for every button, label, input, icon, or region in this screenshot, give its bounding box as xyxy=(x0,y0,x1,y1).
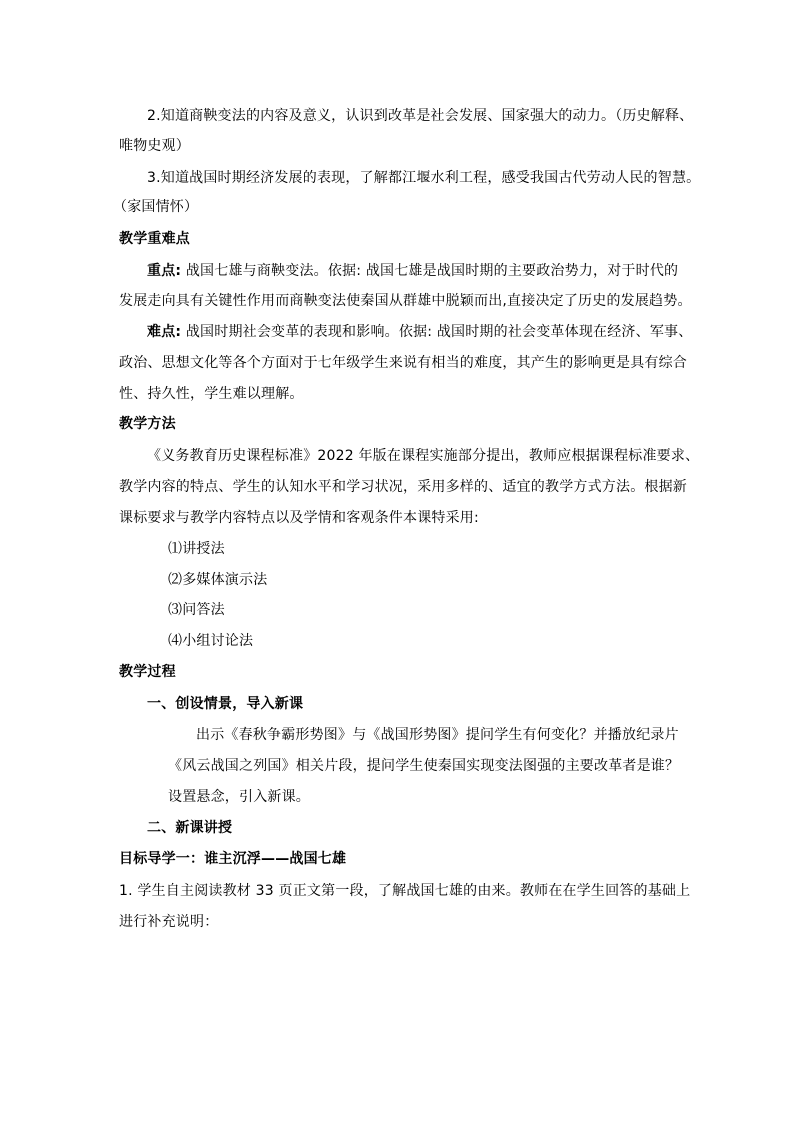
heading-teaching-process: 教学过程 xyxy=(119,664,176,680)
key-point-line-2: 发展走向具有关键性作用而商鞅变法使秦国从群雄中脱颖而出,直接决定了历史的发展趋势。 xyxy=(119,293,692,309)
heading-key-difficult-points: 教学重难点 xyxy=(119,231,190,247)
paragraph-1-line-2: 进行补充说明： xyxy=(119,914,219,930)
section-1-line-2: 《风云战国之列国》相关片段，提问学生使秦国实现变法图强的主要改革者是谁？ xyxy=(168,758,680,774)
goal-2-line-1: 2.知道商鞅变法的内容及意义，认识到改革是社会发展、国家强大的动力。（历史解释、 xyxy=(147,108,694,124)
heading-teaching-methods: 教学方法 xyxy=(119,416,176,432)
goal-2-line-2: 唯物史观） xyxy=(119,138,190,154)
goal-3-line-2: （家国情怀） xyxy=(113,199,199,215)
difficult-point-label: 难点: xyxy=(147,324,182,340)
methods-line-1: 《义务教育历史课程标准》2022 年版在课程实施部分提出，教师应根据课程标准要求、 xyxy=(147,448,700,464)
difficult-point-line-1 xyxy=(147,322,692,342)
goal-lead-heading: 目标导学一：谁主沉浮——战国七雄 xyxy=(119,851,347,867)
method-item-3: ⑶问答法 xyxy=(168,602,225,618)
difficult-point-line-2: 政治、思想文化等各个方面对于七年级学生来说有相当的难度，其产生的影响更是具有综合 xyxy=(119,355,687,371)
goal-3-line-1: 3.知道战国时期经济发展的表现，了解都江堰水利工程，感受我国古代劳动人民的智慧。 xyxy=(147,170,701,186)
paragraph-1-line-1: 1. 学生自主阅读教材 33 页正文第一段，了解战国七雄的由来。教师在在学生回答的基础上 xyxy=(119,883,691,899)
key-point-line-1 xyxy=(147,261,678,281)
methods-line-2: 教学内容的特点、学生的认知水平和学习状况，采用多样的、适宜的教学方式方法。根据新 xyxy=(119,479,687,495)
difficult-point-text: 战国时期社会变革的表现和影响。依据: 战国时期的社会变革体现在经济、军事、 xyxy=(181,324,693,340)
key-point-text: 战国七雄与商鞅变法。依据: 战国七雄是战国时期的主要政治势力，对于时代的 xyxy=(181,263,679,279)
key-point-label: 重点: xyxy=(147,263,182,279)
method-item-4: ⑷小组讨论法 xyxy=(168,633,254,649)
methods-line-3: 课标要求与教学内容特点以及学情和客观条件本课特采用: xyxy=(119,510,479,526)
difficult-point-line-3: 性、持久性，学生难以理解。 xyxy=(119,386,304,402)
section-2-title: 二、新课讲授 xyxy=(147,820,233,836)
section-1-line-3: 设置悬念，引入新课。 xyxy=(168,789,310,805)
section-1-title: 一、创设情景，导入新课 xyxy=(147,696,304,712)
section-1-line-1: 出示《春秋争霸形势图》与《战国形势图》提问学生有何变化？并播放纪录片 xyxy=(196,727,679,743)
method-item-1: ⑴讲授法 xyxy=(168,541,225,557)
method-item-2: ⑵多媒体演示法 xyxy=(168,572,268,588)
